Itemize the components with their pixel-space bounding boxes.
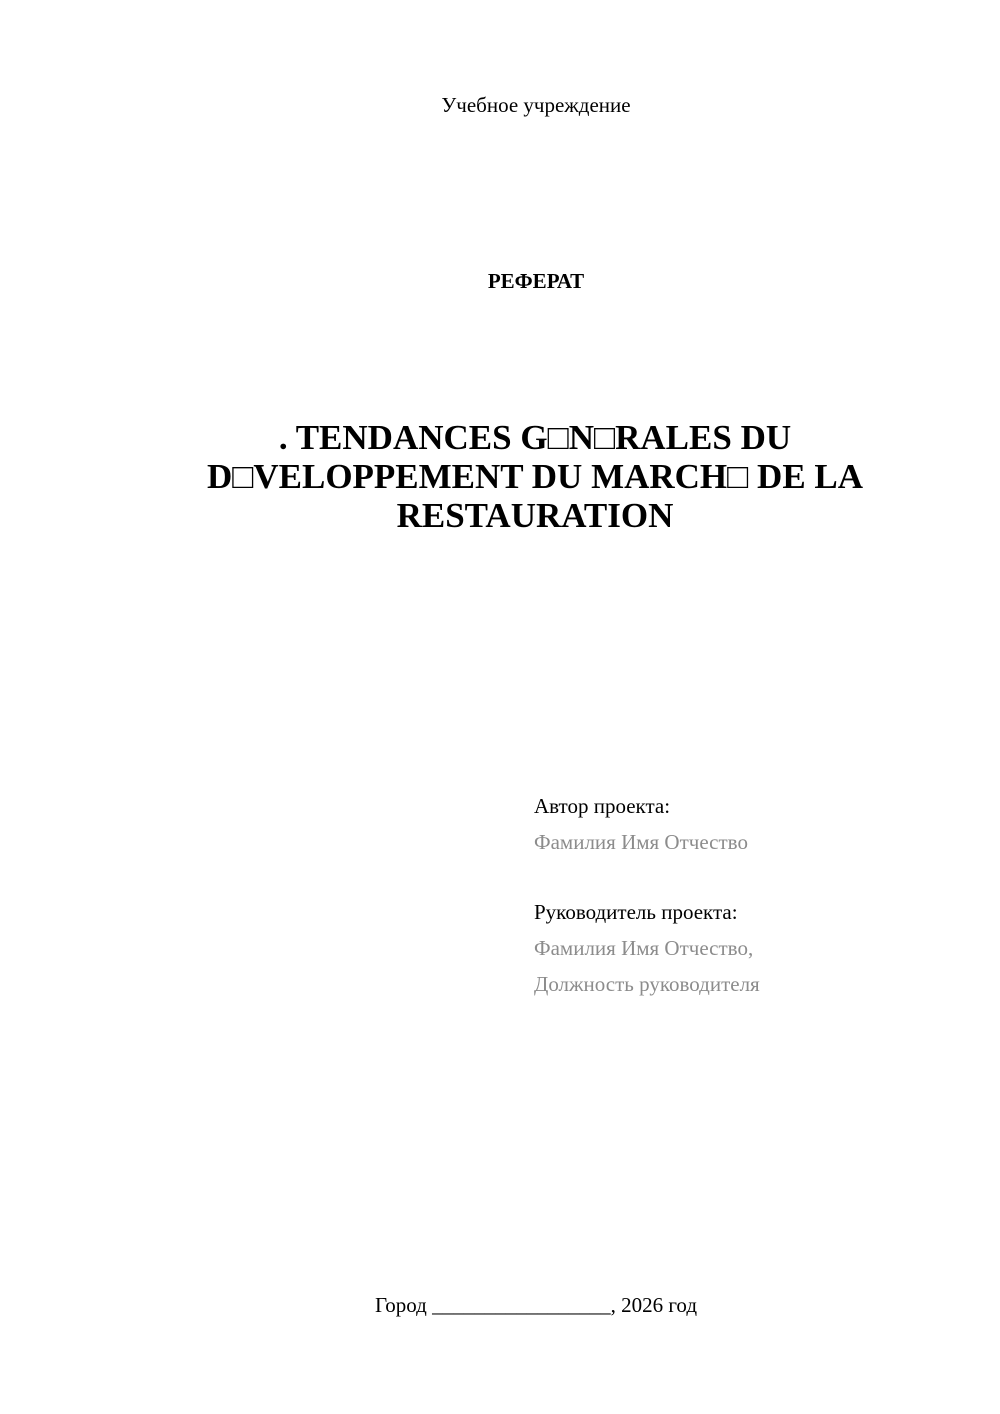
author-name: Фамилия Имя Отчество [534, 830, 748, 854]
institution-name: Учебное учреждение [441, 93, 631, 117]
supervisor-position: Должность руководителя [534, 972, 760, 996]
supervisor-label: Руководитель проекта: [534, 900, 738, 924]
credits-block [534, 788, 974, 1002]
title-line: . TENDANCES G□N□RALES DU [278, 418, 792, 457]
title-line: RESTAURATION [396, 496, 674, 535]
title-line: D□VELOPPEMENT DU MARCH□ DE LA [206, 457, 864, 496]
document-title [150, 418, 920, 535]
author-label: Автор проекта: [534, 794, 671, 818]
credits-spacer [534, 860, 974, 894]
supervisor-name: Фамилия Имя Отчество, [534, 936, 754, 960]
city-year-line: Город _________________, 2026 год [374, 1293, 698, 1317]
document-type: РЕФЕРАТ [487, 269, 585, 293]
